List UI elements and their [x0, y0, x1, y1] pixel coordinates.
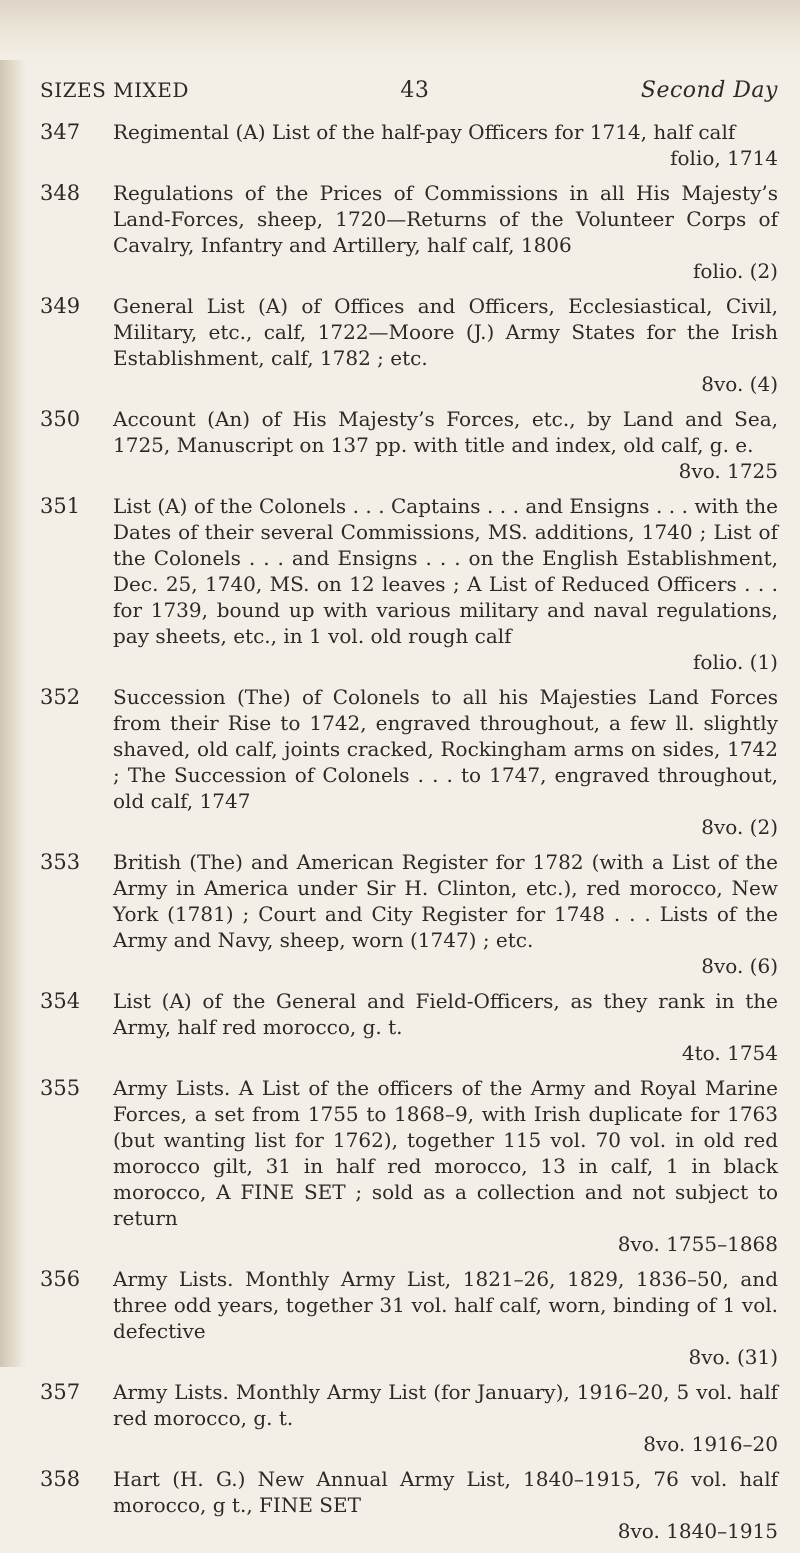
lot-entry: [40, 1466, 778, 1544]
lot-format: 8vo. 1840–1915: [617, 1519, 778, 1543]
lot-number: 349: [40, 294, 81, 318]
page-edge-shadow: [0, 0, 26, 1367]
lot-entry: [40, 493, 778, 675]
lot-description: British (The) and American Register for 1782 (with a List of the Army in America under Sir H. Clinton, etc.), red morocco, New York (1781) ; Court and City Register for 1748 . . . Lists of the Army and Navy, sheep, worn (1747) ; etc.: [113, 850, 778, 952]
lot-format-line: [113, 1344, 778, 1370]
lot-format: 8vo. (31): [688, 1345, 778, 1369]
lot-entry: [40, 849, 778, 979]
lot-format-line: [113, 1040, 778, 1066]
lot-format-line: [113, 1518, 778, 1544]
lot-format: 4to. 1754: [681, 1041, 778, 1065]
lot-format-line: [113, 145, 778, 171]
lot-format: 8vo. 1725: [678, 459, 778, 483]
lot-format-line: [113, 258, 778, 284]
page-top-shading: [0, 0, 800, 60]
lot-number: 352: [40, 685, 81, 709]
lot-format-line: [113, 371, 778, 397]
lot-format-line: [113, 953, 778, 979]
lot-number: 350: [40, 407, 81, 431]
lot-format: 8vo. (2): [701, 815, 778, 839]
page-number: 43: [400, 78, 430, 103]
lot-format-line: [113, 649, 778, 675]
lot-format-line: [113, 458, 778, 484]
lot-format-line: [113, 1431, 778, 1457]
lot-format: 8vo. 1755–1868: [617, 1232, 778, 1256]
lot-entry: [40, 406, 778, 484]
lot-format: folio. (1): [693, 650, 778, 674]
lot-number: 353: [40, 850, 81, 874]
lot-number: 356: [40, 1267, 81, 1291]
lot-description: Succession (The) of Colonels to all his Majesties Land Forces from their Rise to 1742, engraved throughout, a few ll. slightly shaved, old calf, joints cracked, Rockingham arms on sides, 1742 ; The Succession of Colonels . . . to 1747, engraved throughout, old calf, 1747: [113, 685, 778, 813]
lot-format: folio. (2): [693, 259, 778, 283]
lot-format-line: [113, 1231, 778, 1257]
header-day-label: Second Day: [640, 78, 778, 103]
lot-number: 357: [40, 1380, 81, 1404]
lot-description: Army Lists. Monthly Army List, 1821–26, 1829, 1836–50, and three odd years, together 31 vol. half calf, worn, binding of 1 vol. defective: [113, 1267, 778, 1343]
lot-number: 354: [40, 989, 81, 1013]
lot-format: 8vo. 1916–20: [643, 1432, 778, 1456]
lot-description: List (A) of the General and Field-Officers, as they rank in the Army, half red morocco, g. t.: [113, 989, 778, 1039]
lot-number: 358: [40, 1467, 81, 1491]
lot-entry: [40, 684, 778, 840]
lot-description: Army Lists. A List of the officers of the Army and Royal Marine Forces, a set from 1755 to 1868–9, with Irish duplicate for 1763 (but wanting list for 1762), together 115 vol. 70 vol. in old red morocco gilt, 31 in half red morocco, 13 in calf, 1 in black morocco, A FINE SET ; sold as a collection and not subject to return: [113, 1076, 778, 1230]
lot-description: Regimental (A) List of the half-pay Officers for 1714, half calf: [113, 120, 736, 144]
lot-entry: [40, 180, 778, 284]
lot-description: Hart (H. G.) New Annual Army List, 1840–1915, 76 vol. half morocco, g t., FINE SET: [113, 1467, 778, 1517]
lot-description: Regulations of the Prices of Commissions in all His Majesty’s Land-Forces, sheep, 1720—Returns of the Volunteer Corps of Cavalry, Infantry and Artillery, half calf, 1806: [113, 181, 778, 257]
lot-entry: [40, 293, 778, 397]
lot-format: 8vo. (6): [701, 954, 778, 978]
lot-description: List (A) of the Colonels . . . Captains . . . and Ensigns . . . with the Dates of their several Commissions, MS. additions, 1740 ; List of the Colonels . . . and Ensigns . . . on the English Establishment, Dec. 25, 1740, MS. on 12 leaves ; A List of Reduced Officers . . . for 1739, bound up with various military and naval regulations, pay sheets, etc., in 1 vol. old rough calf: [113, 494, 778, 648]
lot-description: Army Lists. Monthly Army List (for January), 1916–20, 5 vol. half red morocco, g. t.: [113, 1380, 778, 1430]
lot-number: 355: [40, 1076, 81, 1100]
catalogue-page: [40, 78, 778, 1553]
lot-entry: [40, 119, 778, 171]
header-section-title: SIZES MIXED: [40, 78, 189, 102]
lot-list: [40, 119, 778, 1544]
lot-format-line: [113, 814, 778, 840]
lot-number: 348: [40, 181, 81, 205]
lot-description: General List (A) of Offices and Officers, Ecclesiastical, Civil, Military, etc., calf, 1722—Moore (J.) Army States for the Irish Establishment, calf, 1782 ; etc.: [113, 294, 778, 370]
lot-number: 351: [40, 494, 81, 518]
lot-entry: [40, 988, 778, 1066]
lot-entry: [40, 1379, 778, 1457]
lot-format: folio, 1714: [670, 146, 778, 170]
lot-entry: [40, 1075, 778, 1257]
lot-entry: [40, 1266, 778, 1370]
running-header: [40, 78, 778, 103]
lot-format: 8vo. (4): [701, 372, 778, 396]
lot-description: Account (An) of His Majesty’s Forces, etc., by Land and Sea, 1725, Manuscript on 137 pp. with title and index, old calf, g. e.: [113, 407, 778, 457]
lot-number: 347: [40, 120, 81, 144]
